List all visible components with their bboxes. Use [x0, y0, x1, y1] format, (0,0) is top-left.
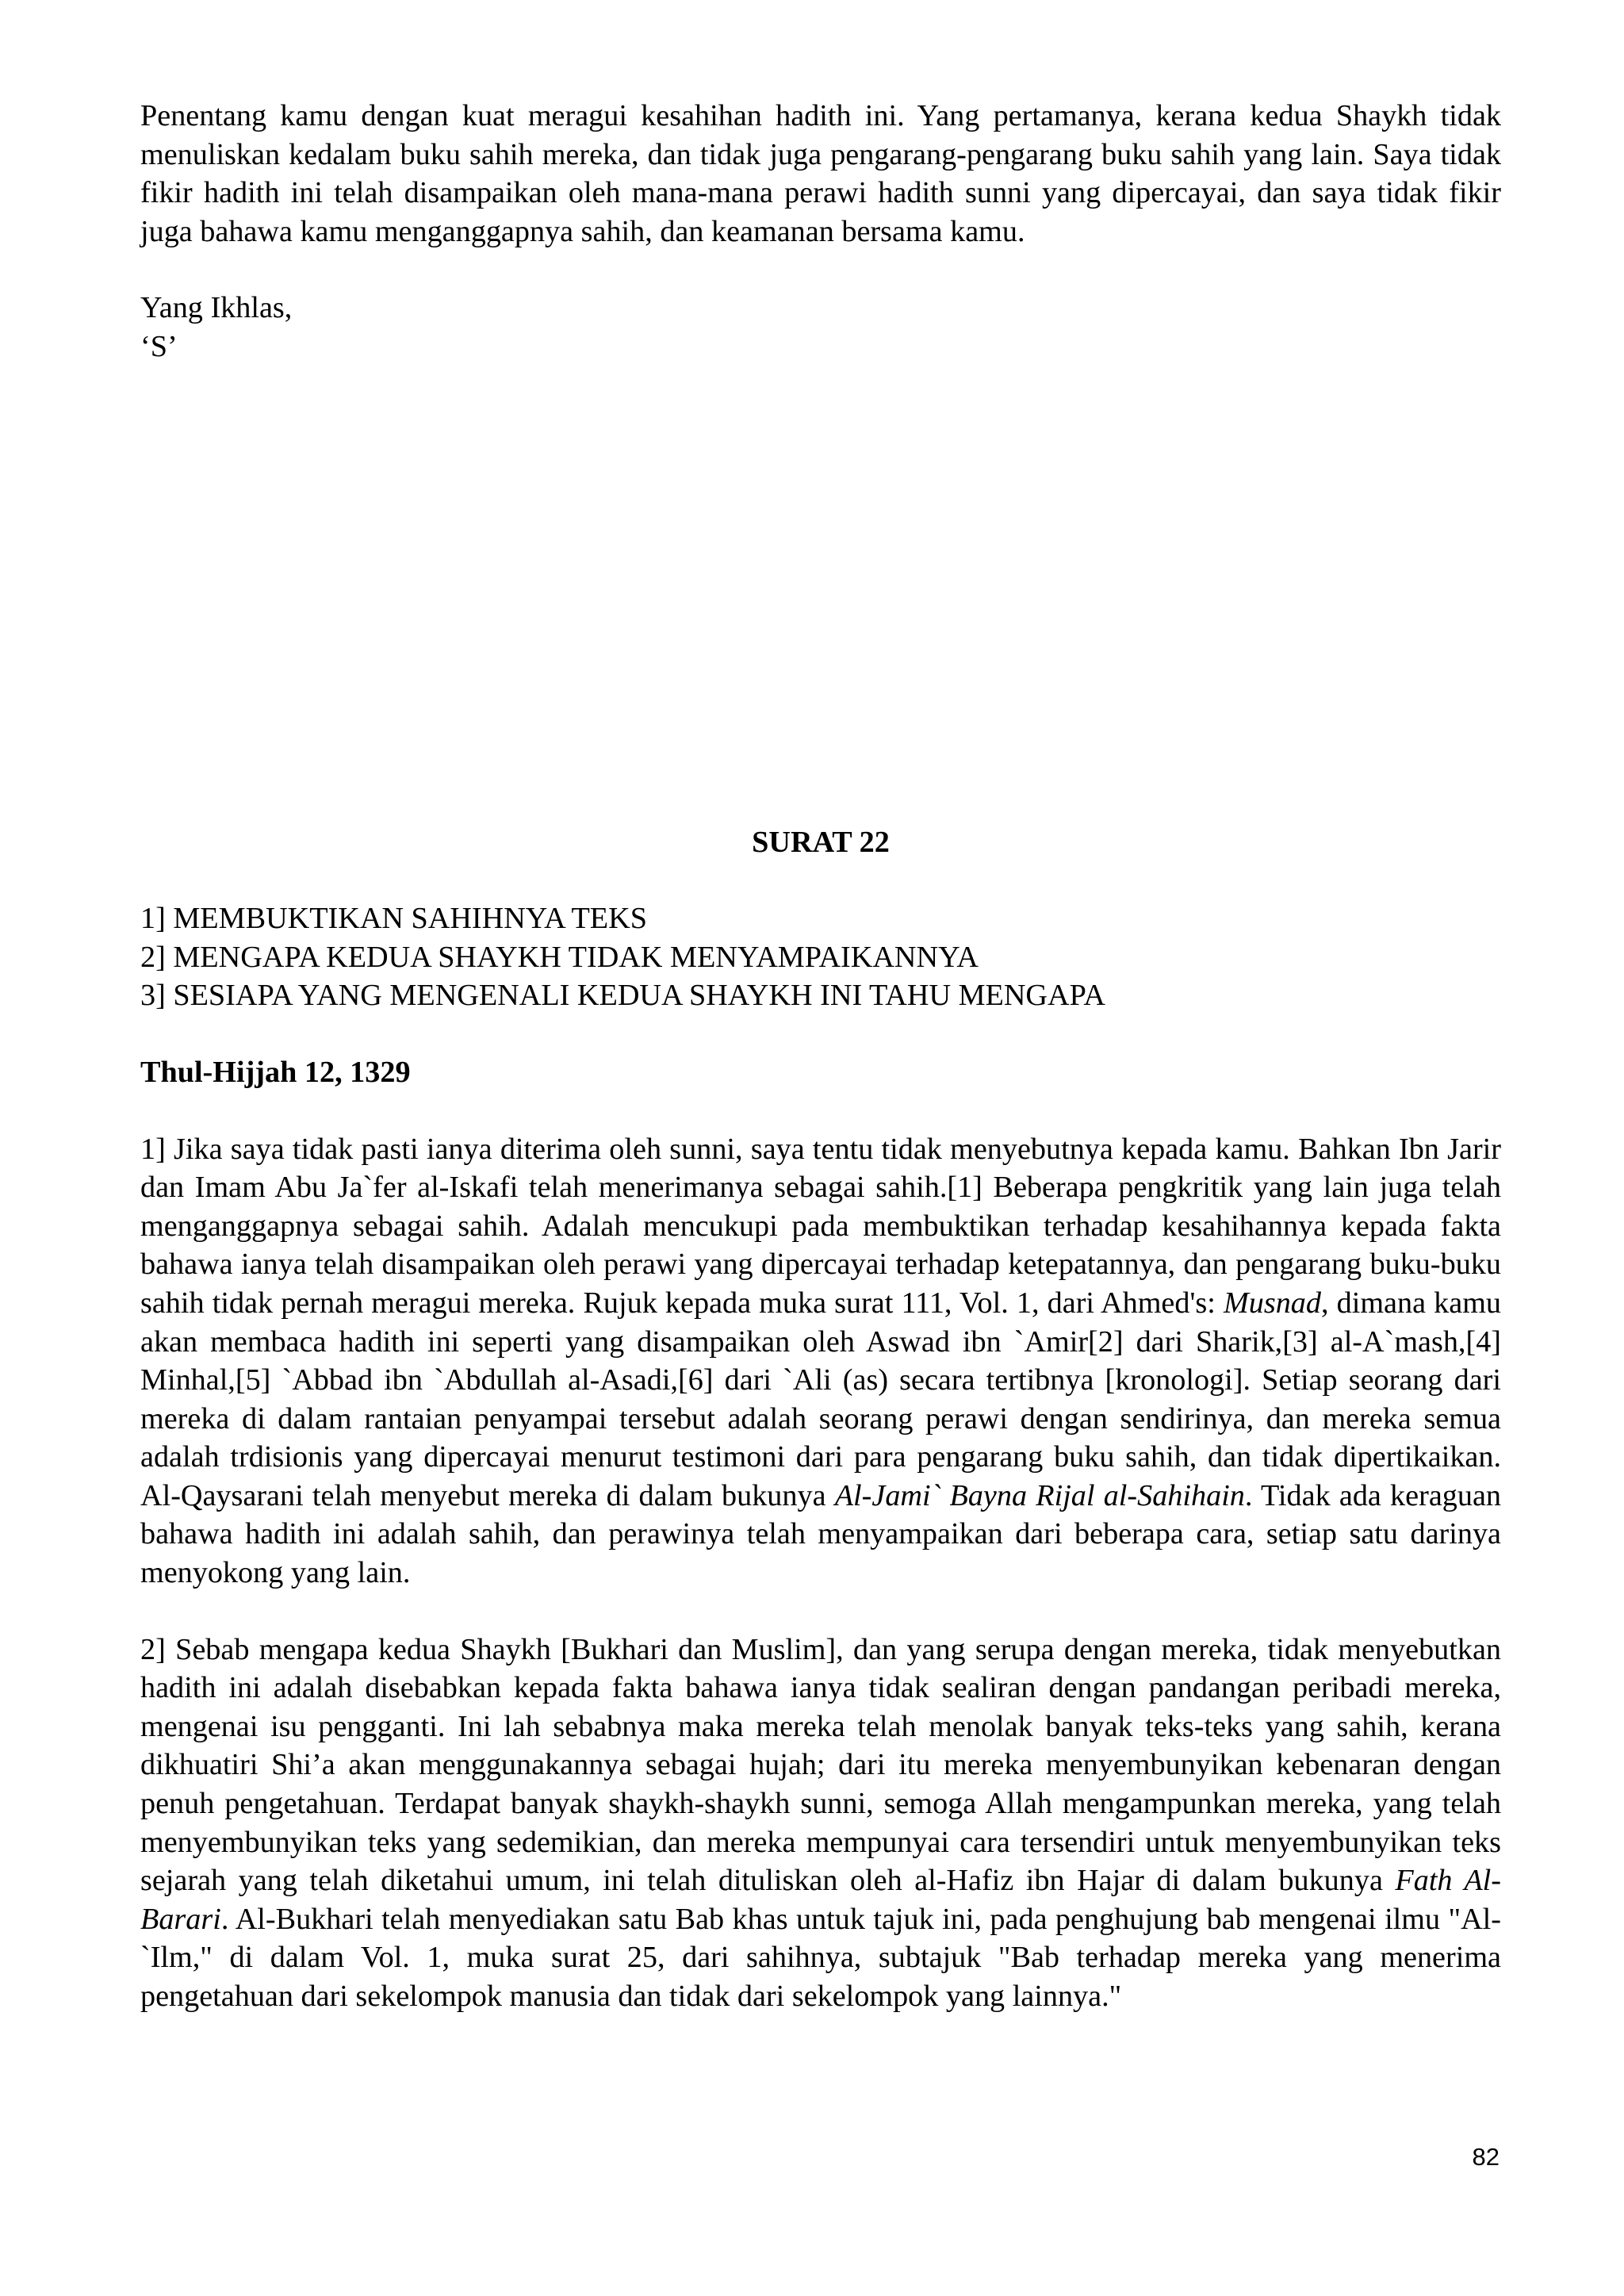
page-content	[140, 97, 1501, 2016]
topic-item: 3] SESIAPA YANG MENGENALI KEDUA SHAYKH INI TAHU MENGAPA	[140, 979, 1105, 1013]
closing-salutation: Yang Ikhlas,	[140, 291, 293, 325]
spacer	[140, 861, 1501, 899]
intro-paragraph: Penentang kamu dengan kuat meragui kesahihan hadith ini. Yang pertamanya, kerana kedua Shaykh tidak menuliskan kedalam buku sahih mereka, dan tidak juga pengarang-pengarang buku sahih yang lain. Saya tidak fikir hadith ini telah disampaikan oleh mana-mana perawi hadith sunni yang dipercayai, dan saya tidak fikir juga bahawa kamu menganggapnya sahih, dan keamanan bersama kamu.	[140, 99, 1501, 248]
paragraph-2-text: . Al-Bukhari telah menyediakan satu Bab khas untuk tajuk ini, pada penghujung bab mengenai ilmu "Al-`Ilm," di dalam Vol. 1, muka surat 25, dari sahihnya, subtajuk "Bab terhadap mereka yang menerima pengetahuan dari sekelompok manusia dan tidak dari sekelompok yang lainnya."	[140, 1902, 1501, 2013]
spacer	[140, 251, 1501, 289]
paragraph-1-text: 1] Jika saya tidak pasti ianya diterima oleh sunni, saya tentu tidak menyebutnya kepada kamu. Bahkan Ibn Jarir dan Imam Abu Ja`fer al-Iskafi telah menerimanya sebagai sahih.[1] Beberapa pengkritik yang lain juga telah menganggapnya sebagai sahih. Adalah mencukupi pada membuktikan terhadap kesahihannya kepada fakta bahawa ianya telah disampaikan oleh perawi yang dipercayai terhadap ketepatannya, dan pengarang buku-buku sahih tidak pernah meragui mereka. Rujuk kepada muka surat 111, Vol. 1, dari Ahmed's:	[140, 1132, 1501, 1320]
page-number: 82	[1472, 2143, 1500, 2171]
spacer	[140, 1092, 1501, 1130]
paragraph-1	[140, 1130, 1501, 1593]
book-title-al-jami: Al-Jami` Bayna Rijal al-Sahihain	[834, 1478, 1245, 1512]
blank-space	[140, 366, 1501, 823]
book-title-fath-al-barari: Fath Al-Barari	[140, 1864, 1501, 1936]
topic-list	[140, 899, 1501, 1015]
letter-title: SURAT 22	[752, 825, 890, 859]
letter-date: Thul-Hijjah 12, 1329	[140, 1055, 411, 1089]
topic-item: 1] MEMBUKTIKAN SAHIHNYA TEKS	[140, 902, 647, 936]
spacer	[140, 1593, 1501, 1631]
paragraph-2-text: 2] Sebab mengapa kedua Shaykh [Bukhari dan Muslim], dan yang serupa dengan mereka, tidak menyebutkan hadith ini adalah disebabkan kepada fakta bahawa ianya tidak sealiran dengan pandangan peribadi mereka, mengenai isu pengganti. Ini lah sebabnya maka mereka telah menolak banyak teks-teks yang sahih, kerana dikhuatiri Shi’a akan menggunakannya sebagai hujah; dari itu mereka menyembunyikan kebenaran dengan penuh pengetahuan. Terdapat banyak shaykh-shaykh sunni, semoga Allah mengampunkan mereka, yang telah menyembunyikan teks yang sedemikian, dan mereka mempunyai cara tersendiri untuk menyembunyikan teks sejarah yang telah diketahui umum, ini telah dituliskan oleh al-Hafiz ibn Hajar di dalam bukunya	[140, 1632, 1501, 1898]
topic-item: 2] MENGAPA KEDUA SHAYKH TIDAK MENYAMPAIKANNYA	[140, 940, 979, 974]
paragraph-1-text: , dimana kamu akan membaca hadith ini seperti yang disampaikan oleh Aswad ibn `Amir[2] dari Sharik,[3] al-A`mash,[4] Minhal,[5] `Abbad ibn `Abdullah al-Asadi,[6] dari `Ali (as) secara tertibnya [kronologi]. Setiap seorang dari mereka di dalam rantaian penyampai tersebut adalah seorang perawi dengan sendirinya, dan mereka semua adalah trdisionis yang dipercayai menurut testimoni dari para pengarang buku sahih, dan tidak dipertikaikan. Al-Qaysarani telah menyebut mereka di dalam bukunya	[140, 1286, 1501, 1512]
paragraph-1-text: . Tidak ada keraguan bahawa hadith ini adalah sahih, dan perawinya telah menyampaikan dari beberapa cara, setiap satu darinya menyokong yang lain.	[140, 1478, 1501, 1590]
book-title-musnad: Musnad	[1223, 1286, 1321, 1320]
closing-signature: ‘S’	[140, 329, 178, 363]
spacer	[140, 1015, 1501, 1053]
paragraph-2	[140, 1631, 1501, 2016]
